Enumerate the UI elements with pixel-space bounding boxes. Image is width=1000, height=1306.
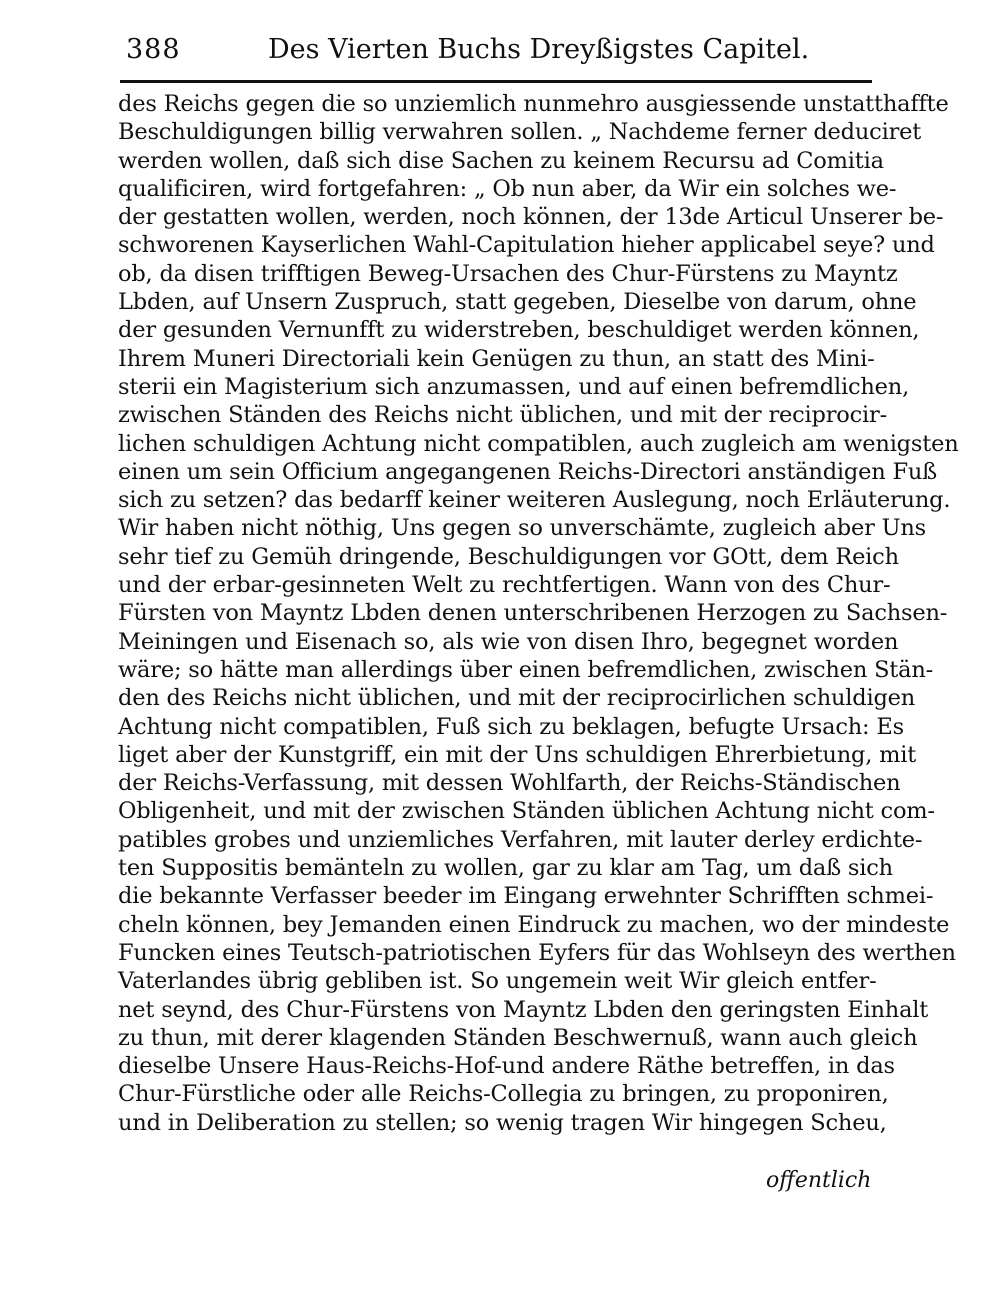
text-line: der gestatten wollen, werden, noch können, der 13de Articul Unserer be- bbox=[118, 204, 944, 231]
text-line: dieselbe Unsere Haus-Reichs-Hof-und andere Räthe betreffen, in das bbox=[118, 1053, 895, 1080]
text-line: patibles grobes und unziemliches Verfahren, mit lauter derley erdichte- bbox=[118, 826, 923, 853]
text-line: des Reichs gegen die so unziemlich nunmehro ausgiessende unstatthaffte bbox=[118, 91, 949, 117]
text-line: Chur-Fürstliche oder alle Reichs-Collegia zu bringen, zu proponiren, bbox=[118, 1081, 889, 1108]
page-number: 388 bbox=[126, 34, 181, 65]
text-line: sterii ein Magisterium sich anzumassen, und auf einen befremdlichen, bbox=[118, 373, 910, 400]
text-line: qualificiren, wird fortgefahren: „ Ob nun aber, da Wir ein solches we- bbox=[118, 175, 897, 202]
text-line: den des Reichs nicht üblichen, und mit der reciprocirlichen schuldigen bbox=[118, 685, 916, 712]
text-line: der gesunden Vernunfft zu widerstreben, beschuldiget werden können, bbox=[118, 317, 920, 344]
text-line: sehr tief zu Gemüh dringende, Beschuldigungen vor GOtt, dem Reich bbox=[118, 543, 899, 570]
text-line: der Reichs-Verfassung, mit dessen Wohlfarth, der Reichs-Ständischen bbox=[118, 770, 901, 797]
catchword: offentlich bbox=[766, 1168, 872, 1193]
text-line: net seynd, des Chur-Fürstens von Mayntz Lbden den geringsten Einhalt bbox=[118, 996, 929, 1023]
text-line: die bekannte Verfasser beeder im Eingang erwehnter Schrifften schmei- bbox=[118, 883, 934, 910]
header-rule bbox=[120, 80, 872, 83]
text-line: Vaterlandes übrig gebliben ist. So ungemein weit Wir gleich entfer- bbox=[118, 968, 877, 995]
text-line: Obligenheit, und mit der zwischen Ständen üblichen Achtung nicht com- bbox=[118, 798, 935, 825]
text-line: zu thun, mit derer klagenden Ständen Beschwernuß, wann auch gleich bbox=[118, 1024, 918, 1051]
text-line: Funcken eines Teutsch-patriotischen Eyfers für das Wohlseyn des werthen bbox=[118, 939, 956, 966]
text-line: cheln können, bey Jemanden einen Eindruck zu machen, wo der mindeste bbox=[118, 911, 950, 938]
text-line: Fürsten von Mayntz Lbden denen unterschribenen Herzogen zu Sachsen- bbox=[118, 600, 948, 627]
body-text bbox=[118, 90, 959, 1137]
text-line: wäre; so hätte man allerdings über einen befremdlichen, zwischen Stän- bbox=[118, 656, 934, 683]
text-line: Ihrem Muneri Directoriali kein Genügen zu thun, an statt des Mini- bbox=[118, 345, 875, 372]
running-title: Des Vierten Buchs Dreyßigstes Capitel. bbox=[268, 34, 810, 65]
text-line: ob, da disen trifftigen Beweg-Ursachen des Chur-Fürstens zu Mayntz bbox=[118, 260, 898, 287]
text-line: Achtung nicht compatiblen, Fuß sich zu beklagen, befugte Ursach: Es bbox=[118, 713, 904, 740]
text-line: liget aber der Kunstgriff, ein mit der Uns schuldigen Ehrerbietung, mit bbox=[118, 741, 917, 768]
text-line: schworenen Kayserlichen Wahl-Capitulation hieher applicabel seye? und bbox=[118, 232, 935, 259]
text-line: sich zu setzen? das bedarff keiner weiteren Auslegung, noch Erläuterung. bbox=[118, 487, 951, 514]
text-line: ten Suppositis bemänteln zu wollen, gar zu klar am Tag, um daß sich bbox=[118, 855, 893, 882]
text-line: und in Deliberation zu stellen; so wenig tragen Wir hingegen Scheu, bbox=[118, 1109, 887, 1136]
text-line: Beschuldigungen billig verwahren sollen. „ Nachdeme ferner deduciret bbox=[118, 119, 922, 146]
text-line: einen um sein Officium angegangenen Reichs-Directori anständigen Fuß bbox=[118, 458, 937, 485]
text-line: Lbden, auf Unsern Zuspruch, statt gegeben, Dieselbe von darum, ohne bbox=[118, 289, 917, 316]
text-line: werden wollen, daß sich dise Sachen zu keinem Recursu ad Comitia bbox=[118, 147, 884, 174]
text-line: und der erbar-gesinneten Welt zu rechtfertigen. Wann von des Chur- bbox=[118, 572, 891, 599]
text-line: lichen schuldigen Achtung nicht compatiblen, auch zugleich am wenigsten bbox=[118, 430, 959, 457]
text-line: Meiningen und Eisenach so, als wie von disen Ihro, begegnet worden bbox=[118, 628, 899, 655]
text-line: zwischen Ständen des Reichs nicht üblichen, und mit der reciprocir- bbox=[118, 402, 887, 429]
text-line: Wir haben nicht nöthig, Uns gegen so unverschämte, zugleich aber Uns bbox=[118, 515, 926, 542]
